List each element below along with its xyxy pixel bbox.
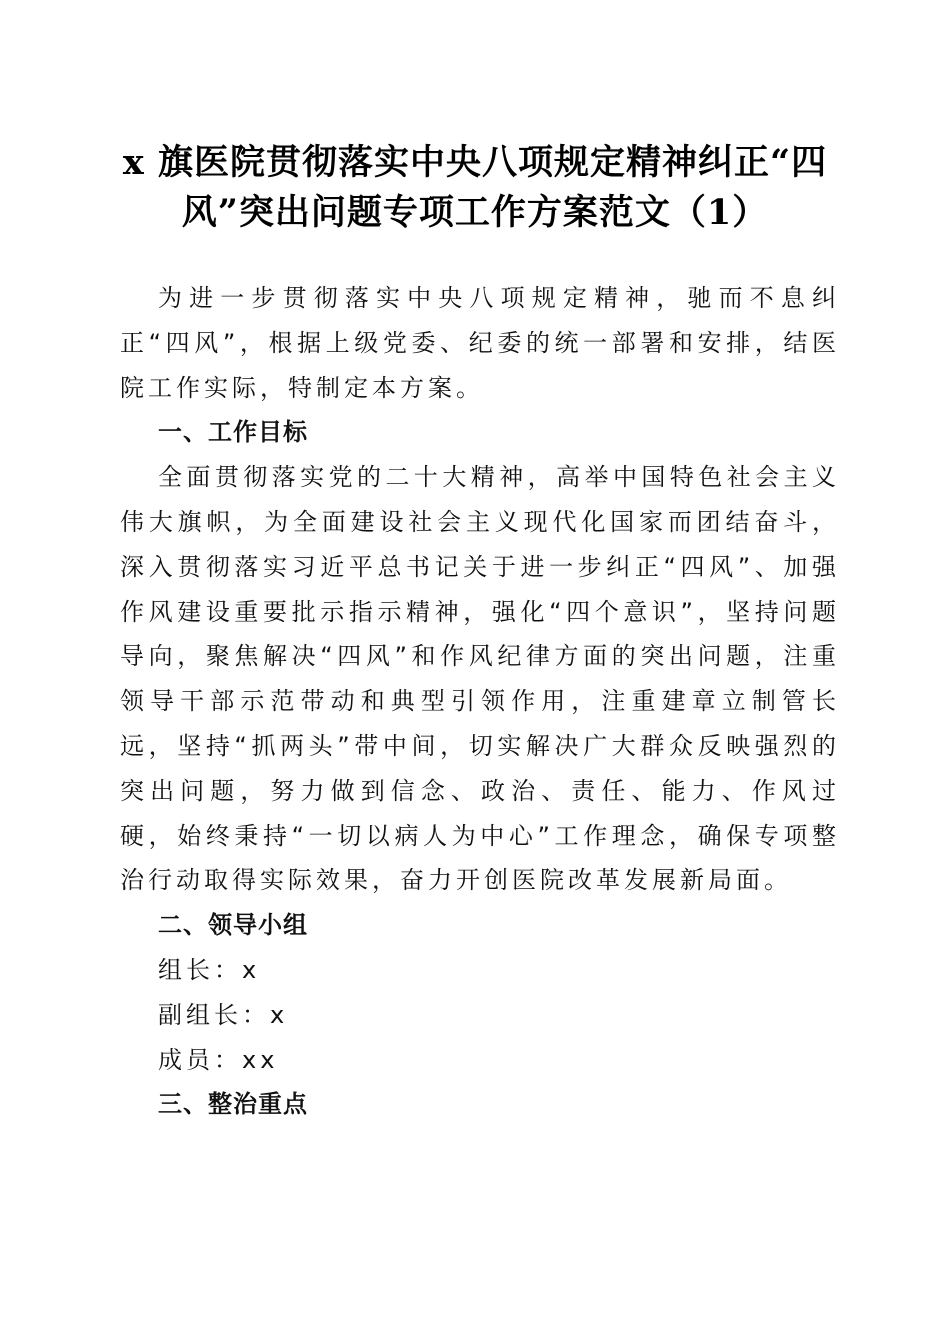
section-heading-goals: 一、工作目标	[158, 418, 308, 447]
leader-line: 组长：x	[158, 955, 261, 984]
members-line: 成员：xx	[158, 1045, 279, 1074]
section-heading-leadership: 二、领导小组	[158, 911, 308, 940]
document-title	[100, 138, 850, 238]
title-line-2: 风”突出问题专项工作方案范文（1）	[181, 192, 769, 233]
title-line-1: x 旗医院贯彻落实中央八项规定精神纠正“四	[122, 142, 828, 183]
goals-paragraph: 全面贯彻落实党的二十大精神，高举中国特色社会主义伟大旗帜，为全面建设社会主义现代化国家而团结奋斗，深入贯彻落实习近平总书记关于进一步纠正“四风”、加强作风建设重要批示指示精神，强化“四个意识”，坚持问题导向，聚焦解决“四风”和作风纪律方面的突出问题，注重领导干部示范带动和典型引领作用，注重建章立制管长远，坚持“抓两头”带中间，切实解决广大群众反映强烈的突出问题，努力做到信念、政治、责任、能力、作风过硬，始终秉持“一切以病人为中心”工作理念，确保专项整治行动取得实际效果，奋力开创医院改革发展新局面。	[120, 463, 840, 895]
intro-paragraph: 为进一步贯彻落实中央八项规定精神，驰而不息纠正“四风”，根据上级党委、纪委的统一部署和安排，结医院工作实际，特制定本方案。	[120, 284, 840, 402]
document-body	[120, 276, 840, 1127]
section-heading-focus: 三、整治重点	[158, 1090, 308, 1119]
deputy-leader-line: 副组长：x	[158, 1000, 289, 1029]
